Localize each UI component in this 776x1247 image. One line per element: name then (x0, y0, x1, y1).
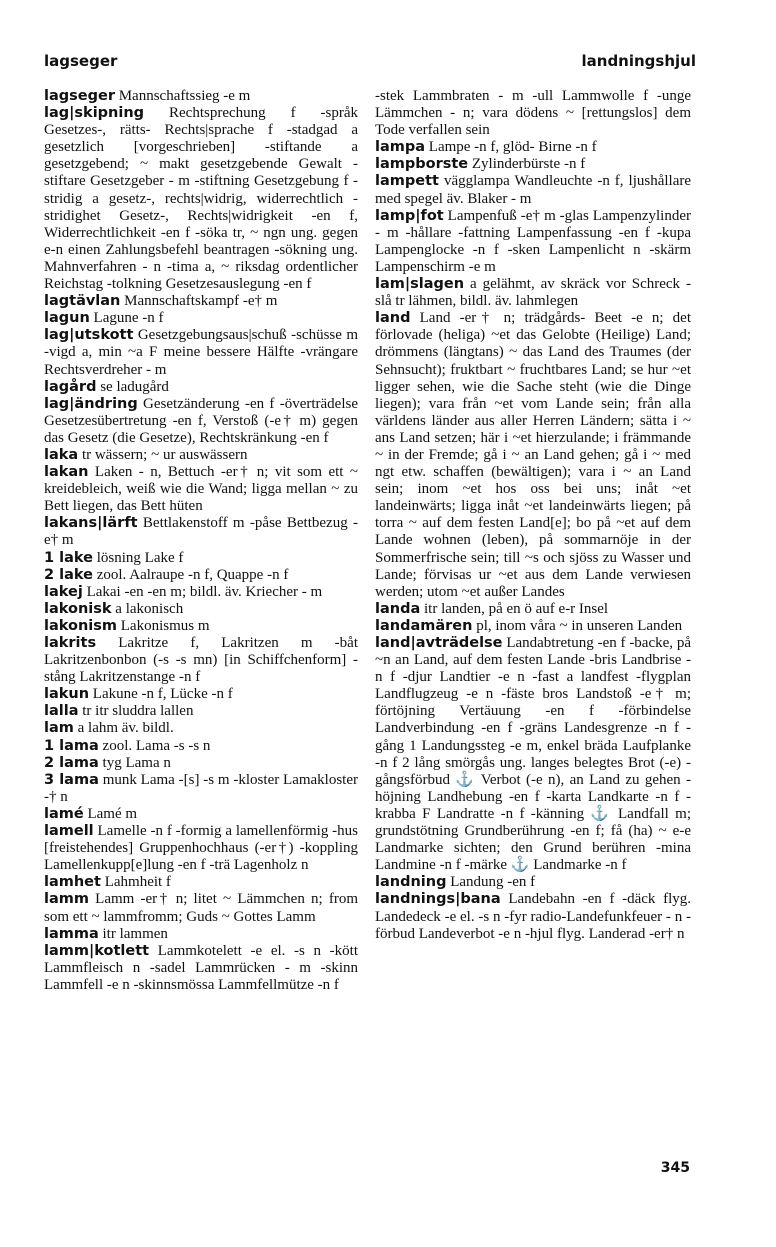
dictionary-entry (44, 327, 358, 378)
dictionary-entry (44, 293, 358, 310)
entry-headword: lakej (44, 583, 83, 600)
dictionary-entry (44, 396, 358, 447)
entry-headword: lagtävlan (44, 293, 121, 310)
entry-definition: Mannschaftskampf -e† m (124, 293, 278, 310)
dictionary-entry (44, 601, 358, 618)
dictionary-entry (375, 208, 691, 276)
dictionary-entry (44, 618, 358, 635)
entry-headword: landamären (375, 617, 473, 634)
dictionary-entry (44, 703, 358, 720)
dictionary-entry (44, 550, 358, 567)
entry-headword: lam|slagen (375, 276, 465, 293)
entry-headword: lakans|lärft (44, 515, 138, 532)
dictionary-entry (44, 379, 358, 396)
entry-headword: 3 lama (44, 771, 99, 788)
entry-definition: Lammkotelett -e el. -s n -kött Lammfleisch n -sadel Lammrücken - m -skinn Lammfell -e n -skinnsmössa Lammfellmütze -n f (44, 942, 359, 993)
entry-headword: lag|skipning (44, 105, 145, 122)
page-number: 345 (660, 1160, 690, 1176)
entry-definition: itr lammen (102, 925, 168, 942)
entry-headword: laka (44, 446, 79, 463)
entry-headword: 1 lake (44, 549, 93, 566)
entry-definition: Landung -en f (450, 874, 536, 891)
entry-definition: Lagune -n f (93, 310, 164, 327)
entry-definition: Lamé m (87, 805, 138, 822)
dictionary-entry (375, 139, 691, 156)
entry-definition: Mannschaftssieg -e m (118, 88, 251, 104)
entry-headword: landa (375, 600, 421, 617)
entry-headword: lamp|fot (375, 207, 444, 224)
entry-definition: Laken - n, Bettuch -er† n; vit som ett ~ kreidebleich, weiß wie die Wand; ligga mellan ~ zu Bett liegen, das Bett hüten (44, 464, 358, 515)
entry-definition: tr wässern; ~ ur auswässern (81, 446, 248, 463)
entry-definition: Zylinderbürste -n f (471, 156, 586, 173)
entry-definition: munk Lama -[s] -s m -kloster Lamakloster -† n (44, 771, 359, 805)
entry-headword: land (375, 310, 411, 327)
entry-definition: Landabtretung -en f -backe, på ~n an Land, auf dem festen Lande -bris Landbrise -n f -djur Landtier -e n -fast a landfest -flygplan Landflugzeug -e n -fäste bros Landstoß -e† m; förtöjning Vertäuung -en f -förbindelse Landverbindung -en f -gräns Landesgrenze -n f -gång 1 Landungssteg -e m, enkel bräda Laufplanke -n f 2 lång smörgås ung. langes belegtes Brot (-e) -gångsförbud ⚓ Verbot (-e n), an Land zu gehen -höjning Landhebung -en f -karta Landkarte -n f -krabba F Landratte -n f -känning ⚓ Landfall m; grundstötning Grundberührung -en f; få (ha) ~ e-e Landmarke sichten; den Grund berühren -mina Landmine -n f -märke ⚓ Landmarke -n f (375, 635, 691, 874)
dictionary-entry (44, 755, 358, 772)
entry-headword: lakrits (44, 635, 97, 651)
entry-headword: lagun (44, 310, 90, 327)
right-column (375, 88, 691, 943)
entry-definition: zool. Aalraupe -n f, Quappe -n f (96, 566, 289, 583)
entry-definition: Gesetzgebungsaus|schuß -schüsse m -vigd a, min ~a F meine bessere Hälfte -vrängare Rechtsverdreher - m (44, 327, 358, 378)
entry-headword: lampett (375, 173, 439, 190)
entry-headword: lamé (44, 805, 84, 822)
entry-definition: a lahm äv. bildl. (77, 720, 174, 737)
entry-definition: Lakune -n f, Lücke -n f (92, 686, 233, 703)
entry-headword: lamma (44, 925, 99, 942)
entry-definition: Landebahn -en f -däck flyg. Landedeck -e el. -s n -fyr radio-Landefunkfeuer - n -förbud Landeverbot -e n -hjul flyg. Landerad -er† n (375, 891, 691, 942)
entry-headword: 2 lama (44, 754, 99, 771)
dictionary-entry (44, 464, 358, 515)
entry-definition: Lamelle -n f -formig a lamellenförmig -hus [freistehendes] Gruppenhochhaus (-er†) -koppling Lamellenkupp[e]lung -en f -trä Lagenholz n (44, 823, 358, 874)
running-head-left: lagseger (44, 52, 118, 70)
entry-headword: 1 lama (44, 737, 99, 754)
entry-definition: vägglampa Wandleuchte -n f, ljushållare med spegel äv. Blaker - m (375, 173, 692, 207)
dictionary-entry (44, 926, 358, 943)
entry-definition: Rechtsprechung f -språk Gesetzes-, rätts- Rechts|sprache f -stadgad a gesetzlich [vorgeschrieben] -stiftande a gesetzgebend; ~ makt gesetzgebende Gewalt -stiftare Gesetzgeber - m -stiftning Gesetzgebung f -stridig a gesetz-, rechts|widrig, widerrechtlich -stridighet Gesetz-, Rechts|widrigkeit -en f, Widerrechtlichkeit -en f -söka tr, ~ ngn ung. gegen e-n einen Zahlungsbefehl beantragen -sökning ung. Mahnverfahren - n -tima a, ~ riksdag ordentlicher Reichstag -tolkning Gesetzesauslegung -en f (44, 105, 358, 293)
entry-definition: -stek Lammbraten - m -ull Lammwolle f -unge Lämmchen - n; vara dödens ~ [rettungslos] dem Tode verfallen sein (375, 88, 691, 139)
entry-headword: lakonism (44, 617, 118, 634)
dictionary-entry (375, 601, 691, 618)
entry-definition: Land -er† n; trädgårds- Beet -e n; det förlovade (heliga) ~et das Gelobte (Heilige) Land; drömmens (längtans) ~ das Land des Traumes (der Sehnsucht); fruktbart ~ fruchtbares Land; se hur ~et ligger sehen, wie die Sache steht (wie die Dinge liegen); vara från ~et vom Lande sein; från alla världens länder aus aller Herren Ländern; sätta i ~ ans Land setzen; här i ~et hierzulande; i främmande ~ in der Fremde; gå i ~ an Land gehen; gå i ~ med ngt etw. schaffen (bewältigen); vara i ~ an Land sein; inom ~et hos oss bei uns; inåt ~et landeinwärts; ligga inåt ~et landeinwärts liegen; på torra ~ auf dem festen Land[e]; bo på ~et auf dem Lande wohnen (leben), på sommarnöje in der Sommerfrische sein; till ~s och sjöss zu Wasser und Lande; förvisas ur ~et aus dem Lande verwiesen werden; utom ~et außer Landes (375, 310, 692, 600)
dictionary-entry (44, 515, 358, 549)
entry-headword: lalla (44, 703, 79, 720)
dictionary-entry (44, 635, 358, 686)
dictionary-entry (375, 891, 691, 942)
entry-definition: Lakritze f, Lakritzen m -båt Lakritzenbonbon (-s -s mn) [in Schiffchenform] -stång Lakritzenstange -n f (44, 635, 359, 686)
dictionary-entry (44, 772, 358, 806)
dictionary-entry (375, 173, 691, 207)
dictionary-entry (44, 584, 358, 601)
dictionary-entry (44, 738, 358, 755)
dictionary-entry (375, 310, 691, 601)
dictionary-entry (375, 276, 691, 310)
dictionary-entry (44, 720, 358, 737)
entry-headword: lam (44, 720, 74, 737)
dictionary-entry (375, 156, 691, 173)
entry-headword: lagseger (44, 88, 115, 104)
entry-definition: Lakonismus m (120, 617, 210, 634)
entry-headword: landning (375, 874, 447, 891)
entry-definition: Gesetzänderung -en f -överträdelse Gesetzesübertretung -en f, Verstoß (-e† m) gegen das Gesetz (die Gesetze), Rechtskränkung -en f (44, 395, 358, 446)
entry-headword: lakan (44, 464, 89, 481)
dictionary-entry (375, 618, 691, 635)
dictionary-entry (44, 567, 358, 584)
entry-headword: landnings|bana (375, 891, 501, 908)
entry-headword: lag|ändring (44, 395, 138, 412)
entry-definition: itr landen, på en ö auf e-r Insel (424, 600, 609, 617)
entry-headword: 2 lake (44, 566, 93, 583)
dictionary-entry (44, 874, 358, 891)
entry-definition: Lampe -n f, glöd- Birne -n f (428, 139, 597, 156)
dictionary-entry (44, 105, 358, 293)
entry-definition: Bettlakenstoff m -påse Bettbezug -e† m (44, 515, 359, 549)
dictionary-entry (44, 823, 358, 874)
dictionary-entry (44, 806, 358, 823)
entry-definition: Lahmheit f (104, 874, 171, 891)
entry-definition: a gelähmt, av skräck vor Schreck -slå tr lähmen, bildl. äv. lahmlegen (375, 276, 691, 310)
entry-definition: Lampenfuß -e† m -glas Lampenzylinder - m -hållare -fattning Lampenfassung -en f -kupa Lampenglocke -n f -sken Lampenlicht n -skärm Lampenschirm -e m (375, 207, 691, 275)
entry-definition: tr itr sluddra lallen (82, 703, 194, 720)
running-head-right: landningshjul (581, 52, 696, 70)
entry-headword: lakonisk (44, 600, 112, 617)
dictionary-entry (44, 943, 358, 994)
dictionary-entry (375, 88, 691, 139)
entry-headword: lagård (44, 378, 97, 395)
entry-headword: lakun (44, 686, 90, 703)
entry-headword: lampa (375, 139, 426, 156)
dictionary-entry (44, 686, 358, 703)
entry-headword: lag|utskott (44, 327, 134, 344)
entry-definition: zool. Lama -s -s n (102, 737, 211, 754)
entry-headword: lamm (44, 891, 89, 908)
dictionary-entry (44, 88, 358, 105)
entry-definition: a lakonisch (115, 600, 184, 617)
entry-definition: tyg Lama n (102, 754, 171, 771)
entry-definition: lösning Lake f (96, 549, 184, 566)
entry-definition: Lamm -er† n; litet ~ Lämmchen n; from som ett ~ lammfromm; Guds ~ Gottes Lamm (44, 891, 358, 925)
entry-headword: land|avträdelse (375, 635, 503, 651)
entry-headword: lampborste (375, 156, 469, 173)
entry-definition: Lakai -en -en m; bildl. äv. Kriecher - m (86, 583, 323, 600)
dictionary-entry (44, 891, 358, 925)
dictionary-entry (44, 310, 358, 327)
dictionary-entry (375, 635, 691, 874)
dictionary-entry (44, 447, 358, 464)
entry-headword: lamm|kotlett (44, 942, 150, 959)
entry-definition: se ladugård (100, 378, 169, 395)
left-column (44, 88, 358, 994)
dictionary-entry (375, 874, 691, 891)
entry-headword: lamell (44, 823, 94, 840)
entry-definition: pl, inom våra ~ in unseren Landen (476, 617, 683, 634)
entry-headword: lamhet (44, 874, 101, 891)
